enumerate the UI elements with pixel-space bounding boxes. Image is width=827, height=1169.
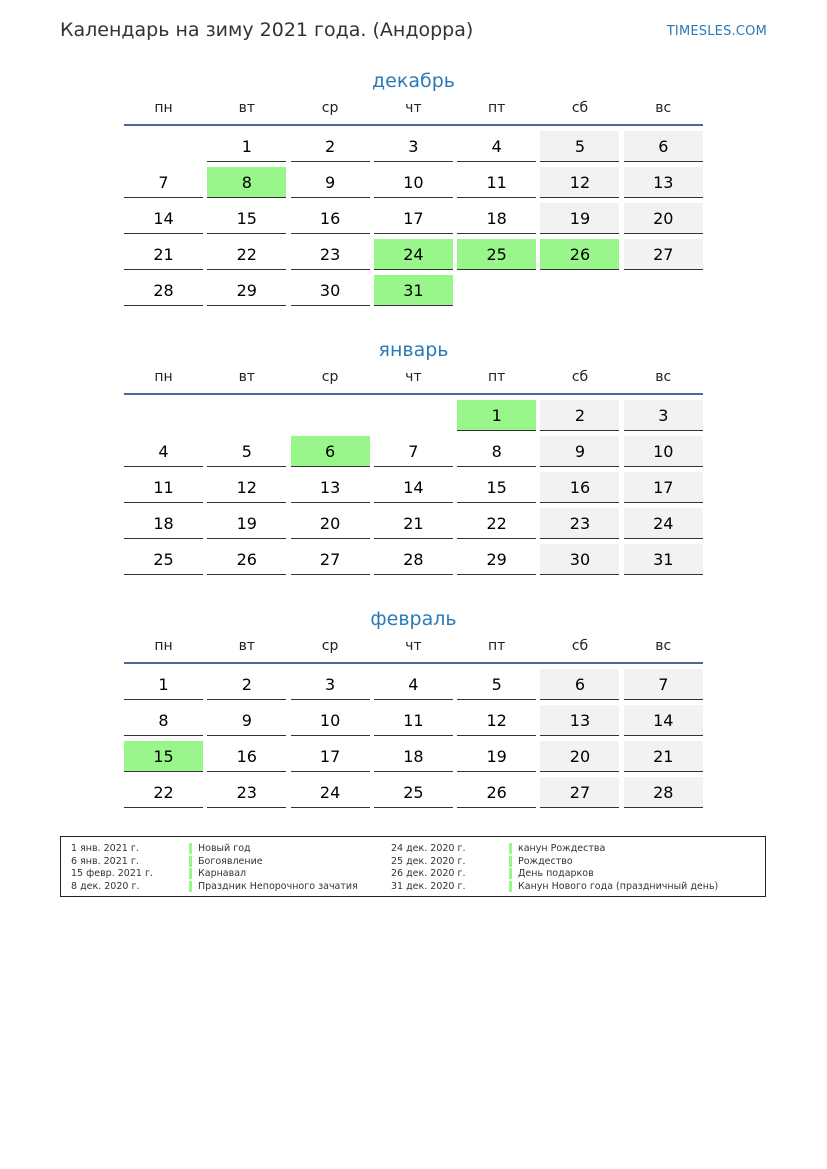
day-cell: 19 (457, 741, 536, 772)
day-cell: 11 (374, 705, 453, 736)
day-cell: 9 (540, 436, 619, 467)
day-cell: 7 (374, 436, 453, 467)
day-cell: 14 (624, 705, 703, 736)
day-cell: 15 (124, 741, 203, 772)
weekday-label: вт (238, 638, 255, 654)
legend-date: 8 дек. 2020 г. (71, 880, 140, 892)
month-name: февраль (370, 608, 457, 630)
weekday-label: пт (488, 369, 506, 385)
weekday-header-row (124, 98, 703, 126)
site-link[interactable]: TIMESLES.COM (666, 24, 767, 39)
legend-date: 6 янв. 2021 г. (71, 855, 139, 867)
day-cell: 25 (124, 544, 203, 575)
empty-day-cell (457, 275, 536, 306)
day-cell: 6 (540, 669, 619, 700)
day-cell: 1 (207, 131, 286, 162)
weekday-label: сб (571, 369, 589, 385)
legend-dates-left (71, 843, 153, 893)
day-cell: 20 (540, 741, 619, 772)
week-row (124, 669, 703, 705)
day-cell: 22 (124, 777, 203, 808)
day-cell: 16 (540, 472, 619, 503)
day-cell: 5 (207, 436, 286, 467)
day-cell: 10 (624, 436, 703, 467)
day-cell: 2 (540, 400, 619, 431)
weekday-label: вт (238, 369, 255, 385)
weekday-label: пн (154, 638, 173, 654)
day-cell: 13 (624, 167, 703, 198)
day-cell: 24 (291, 777, 370, 808)
weekday-label: пт (488, 100, 506, 116)
weekday-label: вт (238, 100, 255, 116)
weekday-label: сб (571, 638, 589, 654)
day-cell: 10 (291, 705, 370, 736)
day-cell: 30 (540, 544, 619, 575)
day-cell: 7 (124, 167, 203, 198)
month-name: январь (378, 339, 449, 361)
weekday-label: пт (488, 638, 506, 654)
empty-day-cell (540, 275, 619, 306)
day-cell: 22 (207, 239, 286, 270)
week-row (124, 741, 703, 777)
day-cell: 28 (124, 275, 203, 306)
day-cell: 23 (540, 508, 619, 539)
day-cell: 8 (207, 167, 286, 198)
weekday-label: ср (321, 369, 339, 385)
day-cell: 17 (374, 203, 453, 234)
legend-date: 25 дек. 2020 г. (391, 855, 466, 867)
week-row (124, 705, 703, 741)
legend-holiday-name: Праздник Непорочного зачатия (189, 881, 358, 892)
week-row (124, 472, 703, 508)
week-row (124, 544, 703, 580)
day-cell: 27 (540, 777, 619, 808)
weekday-label: вс (655, 100, 672, 116)
legend-holiday-name: канун Рождества (509, 843, 605, 854)
day-cell: 19 (540, 203, 619, 234)
day-cell: 5 (540, 131, 619, 162)
day-cell: 18 (457, 203, 536, 234)
day-cell: 18 (124, 508, 203, 539)
weekday-header-row (124, 636, 703, 664)
day-cell: 16 (291, 203, 370, 234)
day-cell: 15 (457, 472, 536, 503)
week-row (124, 239, 703, 275)
day-cell: 1 (124, 669, 203, 700)
legend-holiday-name: Канун Нового года (праздничный день) (509, 881, 718, 892)
day-cell: 10 (374, 167, 453, 198)
legend-names-left (189, 843, 358, 893)
weekday-label: вс (655, 638, 672, 654)
empty-day-cell (374, 400, 453, 431)
weekday-label: вс (655, 369, 672, 385)
week-row (124, 167, 703, 203)
day-cell: 27 (291, 544, 370, 575)
day-cell: 18 (374, 741, 453, 772)
holiday-legend (60, 836, 766, 897)
weekday-label: пн (154, 100, 173, 116)
day-cell: 27 (624, 239, 703, 270)
day-cell: 2 (291, 131, 370, 162)
day-cell: 28 (624, 777, 703, 808)
day-cell: 31 (624, 544, 703, 575)
day-cell: 3 (291, 669, 370, 700)
day-cell: 20 (291, 508, 370, 539)
day-cell: 13 (291, 472, 370, 503)
day-cell: 2 (207, 669, 286, 700)
day-cell: 6 (291, 436, 370, 467)
day-cell: 3 (374, 131, 453, 162)
day-cell: 17 (291, 741, 370, 772)
empty-day-cell (624, 275, 703, 306)
legend-names-right (509, 843, 718, 893)
weekday-label: сб (571, 100, 589, 116)
day-cell: 17 (624, 472, 703, 503)
day-cell: 9 (207, 705, 286, 736)
weekday-header-row (124, 367, 703, 395)
day-cell: 21 (124, 239, 203, 270)
legend-date: 15 февр. 2021 г. (71, 868, 153, 879)
day-cell: 9 (291, 167, 370, 198)
day-cell: 3 (624, 400, 703, 431)
day-cell: 4 (457, 131, 536, 162)
legend-date: 24 дек. 2020 г. (391, 843, 466, 854)
day-cell: 21 (624, 741, 703, 772)
day-cell: 30 (291, 275, 370, 306)
day-cell: 23 (291, 239, 370, 270)
weekday-label: чт (405, 100, 422, 116)
day-cell: 6 (624, 131, 703, 162)
day-cell: 11 (457, 167, 536, 198)
week-row (124, 203, 703, 239)
day-cell: 13 (540, 705, 619, 736)
weekday-label: ср (321, 638, 339, 654)
day-cell: 7 (624, 669, 703, 700)
day-cell: 26 (540, 239, 619, 270)
day-cell: 24 (624, 508, 703, 539)
weekday-label: ср (321, 100, 339, 116)
day-cell: 25 (374, 777, 453, 808)
day-cell: 12 (540, 167, 619, 198)
week-row (124, 131, 703, 167)
legend-holiday-name: Карнавал (189, 868, 246, 879)
day-cell: 8 (457, 436, 536, 467)
legend-date: 1 янв. 2021 г. (71, 843, 139, 854)
day-cell: 26 (457, 777, 536, 808)
legend-holiday-name: Рождество (509, 856, 573, 867)
legend-holiday-name: День подарков (509, 868, 594, 879)
day-cell: 19 (207, 508, 286, 539)
page-title: Календарь на зиму 2021 года. (Андорра) (60, 19, 474, 41)
month-2 (124, 606, 703, 813)
weekday-label: чт (405, 638, 422, 654)
week-row (124, 777, 703, 813)
day-cell: 12 (457, 705, 536, 736)
day-cell: 4 (124, 436, 203, 467)
day-cell: 31 (374, 275, 453, 306)
legend-holiday-name: Новый год (189, 843, 251, 854)
day-cell: 26 (207, 544, 286, 575)
legend-date: 26 дек. 2020 г. (391, 868, 466, 879)
day-cell: 29 (207, 275, 286, 306)
legend-dates-right (391, 843, 466, 893)
day-cell: 21 (374, 508, 453, 539)
month-1 (124, 337, 703, 580)
week-row (124, 436, 703, 472)
day-cell: 4 (374, 669, 453, 700)
day-cell: 8 (124, 705, 203, 736)
day-cell: 16 (207, 741, 286, 772)
empty-day-cell (124, 400, 203, 431)
day-cell: 23 (207, 777, 286, 808)
day-cell: 29 (457, 544, 536, 575)
day-cell: 28 (374, 544, 453, 575)
empty-day-cell (291, 400, 370, 431)
day-cell: 22 (457, 508, 536, 539)
day-cell: 12 (207, 472, 286, 503)
empty-day-cell (207, 400, 286, 431)
day-cell: 20 (624, 203, 703, 234)
day-cell: 11 (124, 472, 203, 503)
day-cell: 1 (457, 400, 536, 431)
legend-holiday-name: Богоявление (189, 856, 263, 867)
month-0 (124, 68, 703, 311)
week-row (124, 508, 703, 544)
day-cell: 25 (457, 239, 536, 270)
legend-date: 31 дек. 2020 г. (391, 880, 466, 892)
weekday-label: чт (405, 369, 422, 385)
day-cell: 5 (457, 669, 536, 700)
month-name: декабрь (372, 70, 455, 92)
day-cell: 14 (374, 472, 453, 503)
empty-day-cell (124, 131, 203, 162)
week-row (124, 400, 703, 436)
day-cell: 24 (374, 239, 453, 270)
week-row (124, 275, 703, 311)
day-cell: 15 (207, 203, 286, 234)
day-cell: 14 (124, 203, 203, 234)
weekday-label: пн (154, 369, 173, 385)
